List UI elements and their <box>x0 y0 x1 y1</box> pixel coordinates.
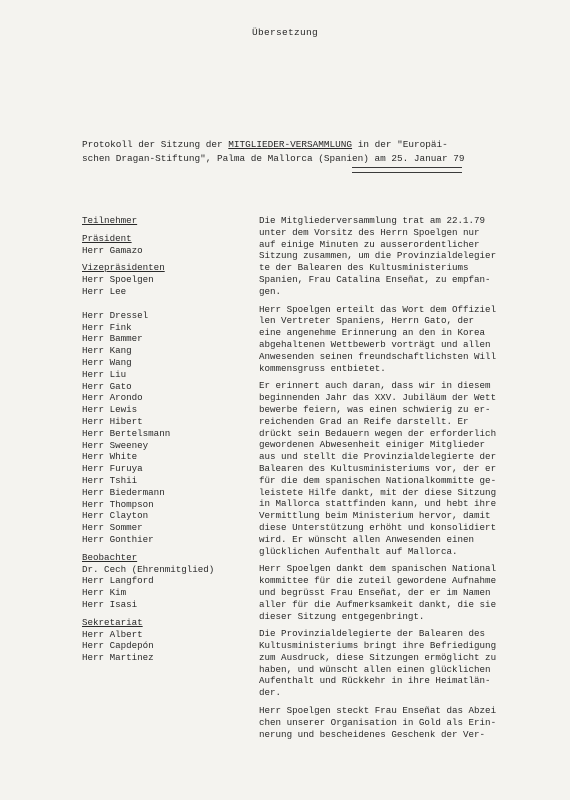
paragraph-line: aus und stellt die Provinzialdelegierte der <box>259 451 497 463</box>
participant-name: Herr Arondo <box>82 392 143 404</box>
minutes-paragraph <box>259 215 559 298</box>
president-label: Präsident <box>82 232 132 244</box>
participant-name: Herr Furuya <box>82 463 143 475</box>
paragraph-line: dieser Sitzung entgegenbringt. <box>259 610 425 622</box>
secretariat-list <box>82 629 257 664</box>
paragraph-line: Aufenthalt und Rückkehr in ihre Heimatlän- <box>259 675 491 687</box>
paragraph-line: glücklichen Aufenthalt auf Mallorca. <box>259 545 458 557</box>
participant-name: Herr Gato <box>82 380 132 392</box>
paragraph-line: aller für die Aufmerksamkeit dankt, die sie <box>259 598 497 610</box>
observers-label: Beobachter <box>82 551 138 563</box>
paragraph-line: Die Mitgliederversammlung trat am 22.1.79 <box>259 215 486 226</box>
paragraph-line: beginnenden Jahr das XXV. Jubiläum der Wett <box>259 392 497 404</box>
paragraph-line: abgehaltenen Wettbewerb vorträgt und allen <box>259 338 491 350</box>
paragraph-line: für die dem spanischen Nationalkommitte ge- <box>259 474 497 486</box>
paragraph-line: haben, und wünscht allen einen glücklichen <box>259 663 491 675</box>
minutes-text-column <box>259 215 559 746</box>
participant-name: Herr Gonthier <box>82 533 154 545</box>
document-title <box>82 138 552 166</box>
minutes-paragraph <box>259 705 559 740</box>
paragraph-line: nerung und bescheidenes Geschenk der Ver- <box>259 728 486 740</box>
secretariat-name: Herr Albert <box>82 628 143 640</box>
participant-name: Herr Sommer <box>82 522 143 534</box>
paragraph-line: Herr Spoelgen dankt dem spanischen National <box>259 563 497 575</box>
secretariat-name: Herr Capdepón <box>82 640 154 652</box>
participant-name: Herr Wang <box>82 356 132 368</box>
paragraph-line: in Mallorca stattfinden kann, und hebt ihre <box>259 498 497 510</box>
participant-name: Herr Lee <box>82 285 127 297</box>
secretariat-name: Herr Martinez <box>82 652 154 664</box>
paragraph-line: gewordenen Abwesenheit einiger Mitglieder <box>259 439 486 451</box>
participant-name: Herr Thompson <box>82 498 154 510</box>
minutes-paragraph <box>259 563 559 622</box>
participant-name: Herr Biedermann <box>82 486 165 498</box>
paragraph-line: Er erinnert auch daran, dass wir in diesem <box>259 380 491 392</box>
paragraph-line: kommittee für die zuteil gewordene Aufnahme <box>259 575 497 587</box>
participant-name: Herr Bammer <box>82 333 143 345</box>
title-line1-post: in der "Europäi- <box>352 139 448 150</box>
participant-name: Herr Dressel <box>82 309 149 321</box>
participant-name: Herr Spoelgen <box>82 274 154 286</box>
secretariat-label: Sekretariat <box>82 616 143 628</box>
participant-name: Herr Bertelsmann <box>82 427 171 439</box>
paragraph-line: und begrüsst Frau Enseñat, der er im Namen <box>259 586 491 598</box>
paragraph-line: Balearen des Kultusministeriums vor, der er <box>259 462 497 474</box>
minutes-paragraph <box>259 380 559 557</box>
participants-column <box>82 215 257 664</box>
paragraph-line: Spanien, Frau Catalina Enseñat, zu empfan- <box>259 273 491 285</box>
participant-name: Herr Gamazo <box>82 244 143 256</box>
paragraph-line: kommensgruss entbietet. <box>259 362 386 374</box>
paragraph-line: Sitzung zusammen, um die Provinzialdelegier <box>259 250 497 262</box>
paragraph-line: bewerbe feiern, was einen schwierig zu er- <box>259 403 491 415</box>
participant-name: Herr Clayton <box>82 510 149 522</box>
paragraph-line: len Vertreter Spaniens, Herrn Gato, der <box>259 315 475 327</box>
paragraph-line: reichenden Grad an Reife darstellt. Er <box>259 415 469 427</box>
title-line1-pre: Protokoll der Sitzung der <box>82 139 229 150</box>
participant-name: Herr Sweeney <box>82 439 149 451</box>
paragraph-line: Herr Spoelgen steckt Frau Enseñat das Abzei <box>259 705 497 717</box>
paragraph-line: wird. Er wünscht allen Anwesenden einen <box>259 533 475 545</box>
paragraph-line: Die Provinzialdelegierte der Balearen des <box>259 628 486 640</box>
title-double-underline <box>352 167 462 173</box>
paragraph-line: drückt sein Bedauern wegen der erforderlich <box>259 427 497 439</box>
paragraph-line: auf einige Minuten zu ausserordentlicher <box>259 238 480 250</box>
paragraph-line: chen unserer Organisation in Gold als Erin- <box>259 716 497 728</box>
observer-name: Herr Kim <box>82 587 127 599</box>
members-list <box>82 310 257 546</box>
president-list <box>82 245 257 257</box>
title-line1-underlined: MITGLIEDER-VERSAMMLUNG <box>228 139 353 150</box>
paragraph-line: te der Balearen des Kultusministeriums <box>259 262 469 274</box>
observers-list <box>82 564 257 611</box>
paragraph-line: Anwesenden seinen freundschaftlichsten Will <box>259 350 497 362</box>
paragraph-line: leistete Hilfe dankt, mit der diese Sitzung <box>259 486 497 498</box>
paragraph-line: diese Unterstützung erhöht und konsolidiert <box>259 521 497 533</box>
observer-name: Herr Isasi <box>82 598 138 610</box>
paragraph-line: Vermittlung beim Ministerium hervor, damit <box>259 510 491 522</box>
paragraph-line: zum Ausdruck, diese Sitzungen ermöglicht zu <box>259 651 497 663</box>
vice-list <box>82 274 257 298</box>
minutes-paragraph <box>259 628 559 699</box>
paragraph-line: der. <box>259 687 282 699</box>
participant-name: Herr Fink <box>82 321 132 333</box>
title-line2: schen Dragan-Stiftung", Palma de Mallorca (Spanien) am 25. Januar 79 <box>82 153 465 164</box>
paragraph-line: eine angenehme Erinnerung an den in Korea <box>259 327 486 339</box>
participants-label: Teilnehmer <box>82 215 138 226</box>
participant-name: Herr Liu <box>82 368 127 380</box>
observer-name: Herr Langford <box>82 575 154 587</box>
paragraph-line: Herr Spoelgen erteilt das Wort dem Offiziel <box>259 303 497 315</box>
paragraph-line: gen. <box>259 285 282 297</box>
document-heading: Übersetzung <box>251 27 318 38</box>
vice-label: Vizepräsidenten <box>82 262 165 274</box>
paragraph-line: unter dem Vorsitz des Herrn Spoelgen nur <box>259 226 480 238</box>
minutes-paragraph <box>259 304 559 375</box>
participant-name: Herr Kang <box>82 345 132 357</box>
participant-name: Herr Tshii <box>82 474 138 486</box>
paragraph-line: Kultusministeriums bringt ihre Befriedigung <box>259 640 497 652</box>
participant-name: Herr White <box>82 451 138 463</box>
participant-name: Herr Hibert <box>82 415 143 427</box>
observer-name: Dr. Cech (Ehrenmitglied) <box>82 563 215 575</box>
participant-name: Herr Lewis <box>82 404 138 416</box>
